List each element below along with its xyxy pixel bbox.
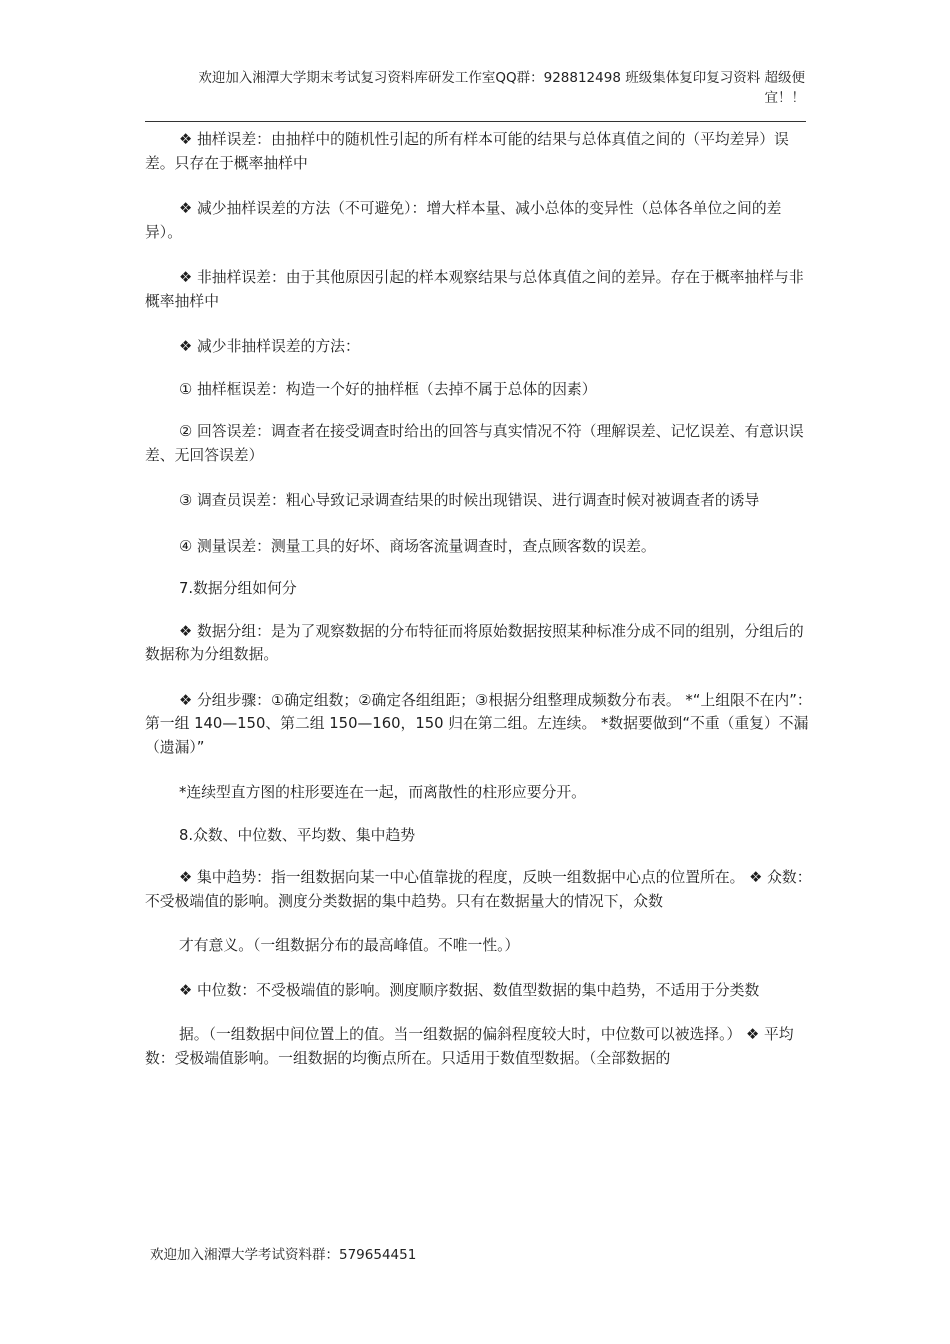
- header-line-2: 宜！！: [764, 90, 805, 106]
- header-line-1: 欢迎加入湘潭大学期末考试复习资料库研发工作室QQ群：928812498 班级集体复印复习资料 超级便: [198, 70, 805, 86]
- paragraph-interviewer-error: ③ 调查员误差：粗心导致记录调查结果的时候出现错误、进行调查时候对被调查者的诱导: [179, 492, 760, 509]
- section-heading-8: 8.众数、中位数、平均数、集中趋势: [179, 826, 416, 844]
- paragraph-histogram-note: *连续型直方图的柱形要连在一起，而离散性的柱形应要分开。: [179, 784, 586, 801]
- paragraph-median: ❖ 中位数：不受极端值的影响。测度顺序数据、数值型数据的集中趋势，不适用于分类数: [179, 981, 760, 999]
- paragraph-reduce-non-sampling-error: ❖ 减少非抽样误差的方法：: [179, 338, 360, 355]
- paragraph-sampling-error: ❖ 抽样误差：由抽样中的随机性引起的所有样本可能的结果与总体真值之间的（平均差异）误差。只存在于概率抽样中: [145, 131, 789, 172]
- paragraph-grouping-steps: ❖ 分组步骤：①确定组数；②确定各组组距；③根据分组整理成频数分布表。 *“上组限不在内”：第一组 140—150、第二组 150—160，150 归在第二组。左连续。 *数据要做到“不重（重复）不漏（遗漏）”: [145, 691, 812, 756]
- header-rule: [145, 121, 806, 122]
- page-header: [145, 68, 805, 108]
- page-footer: 欢迎加入湘潭大学考试资料群：579654451: [150, 1247, 417, 1263]
- paragraph-frame-error: ① 抽样框误差：构造一个好的抽样框（去掉不属于总体的因素）: [179, 380, 597, 398]
- paragraph-mode-continued: 才有意义。（一组数据分布的最高峰值。不唯一性。）: [179, 937, 520, 954]
- paragraph-median-continued: 据。（一组数据中间位置上的值。当一组数据的偏斜程度较大时，中位数可以被选择。） ❖ 平均数：受极端值影响。一组数据的均衡点所在。只适用于数值型数据。（全部数据的: [145, 1026, 794, 1067]
- paragraph-central-tendency: ❖ 集中趋势：指一组数据向某一中心值靠拢的程度，反映一组数据中心点的位置所在。 ❖ 众数：不受极端值的影响。测度分类数据的集中趋势。只有在数据量大的情况下，众数: [145, 869, 812, 910]
- paragraph-data-grouping: ❖ 数据分组：是为了观察数据的分布特征而将原始数据按照某种标准分成不同的组别，分组后的数据称为分组数据。: [145, 622, 804, 663]
- paragraph-response-error: ② 回答误差：调查者在接受调查时给出的回答与真实情况不符（理解误差、记忆误差、有意识误差、无回答误差）: [145, 423, 804, 464]
- document-body: [145, 128, 813, 1070]
- paragraph-reduce-sampling-error: ❖ 减少抽样误差的方法（不可避免）：增大样本量、减小总体的变异性（总体各单位之间的差异）。: [145, 200, 782, 241]
- paragraph-measurement-error: ④ 测量误差：测量工具的好坏、商场客流量调查时，查点顾客数的误差。: [179, 537, 656, 555]
- paragraph-non-sampling-error: ❖ 非抽样误差：由于其他原因引起的样本观察结果与总体真值之间的差异。存在于概率抽样与非概率抽样中: [145, 269, 804, 310]
- section-heading-7: 7.数据分组如何分: [179, 580, 297, 597]
